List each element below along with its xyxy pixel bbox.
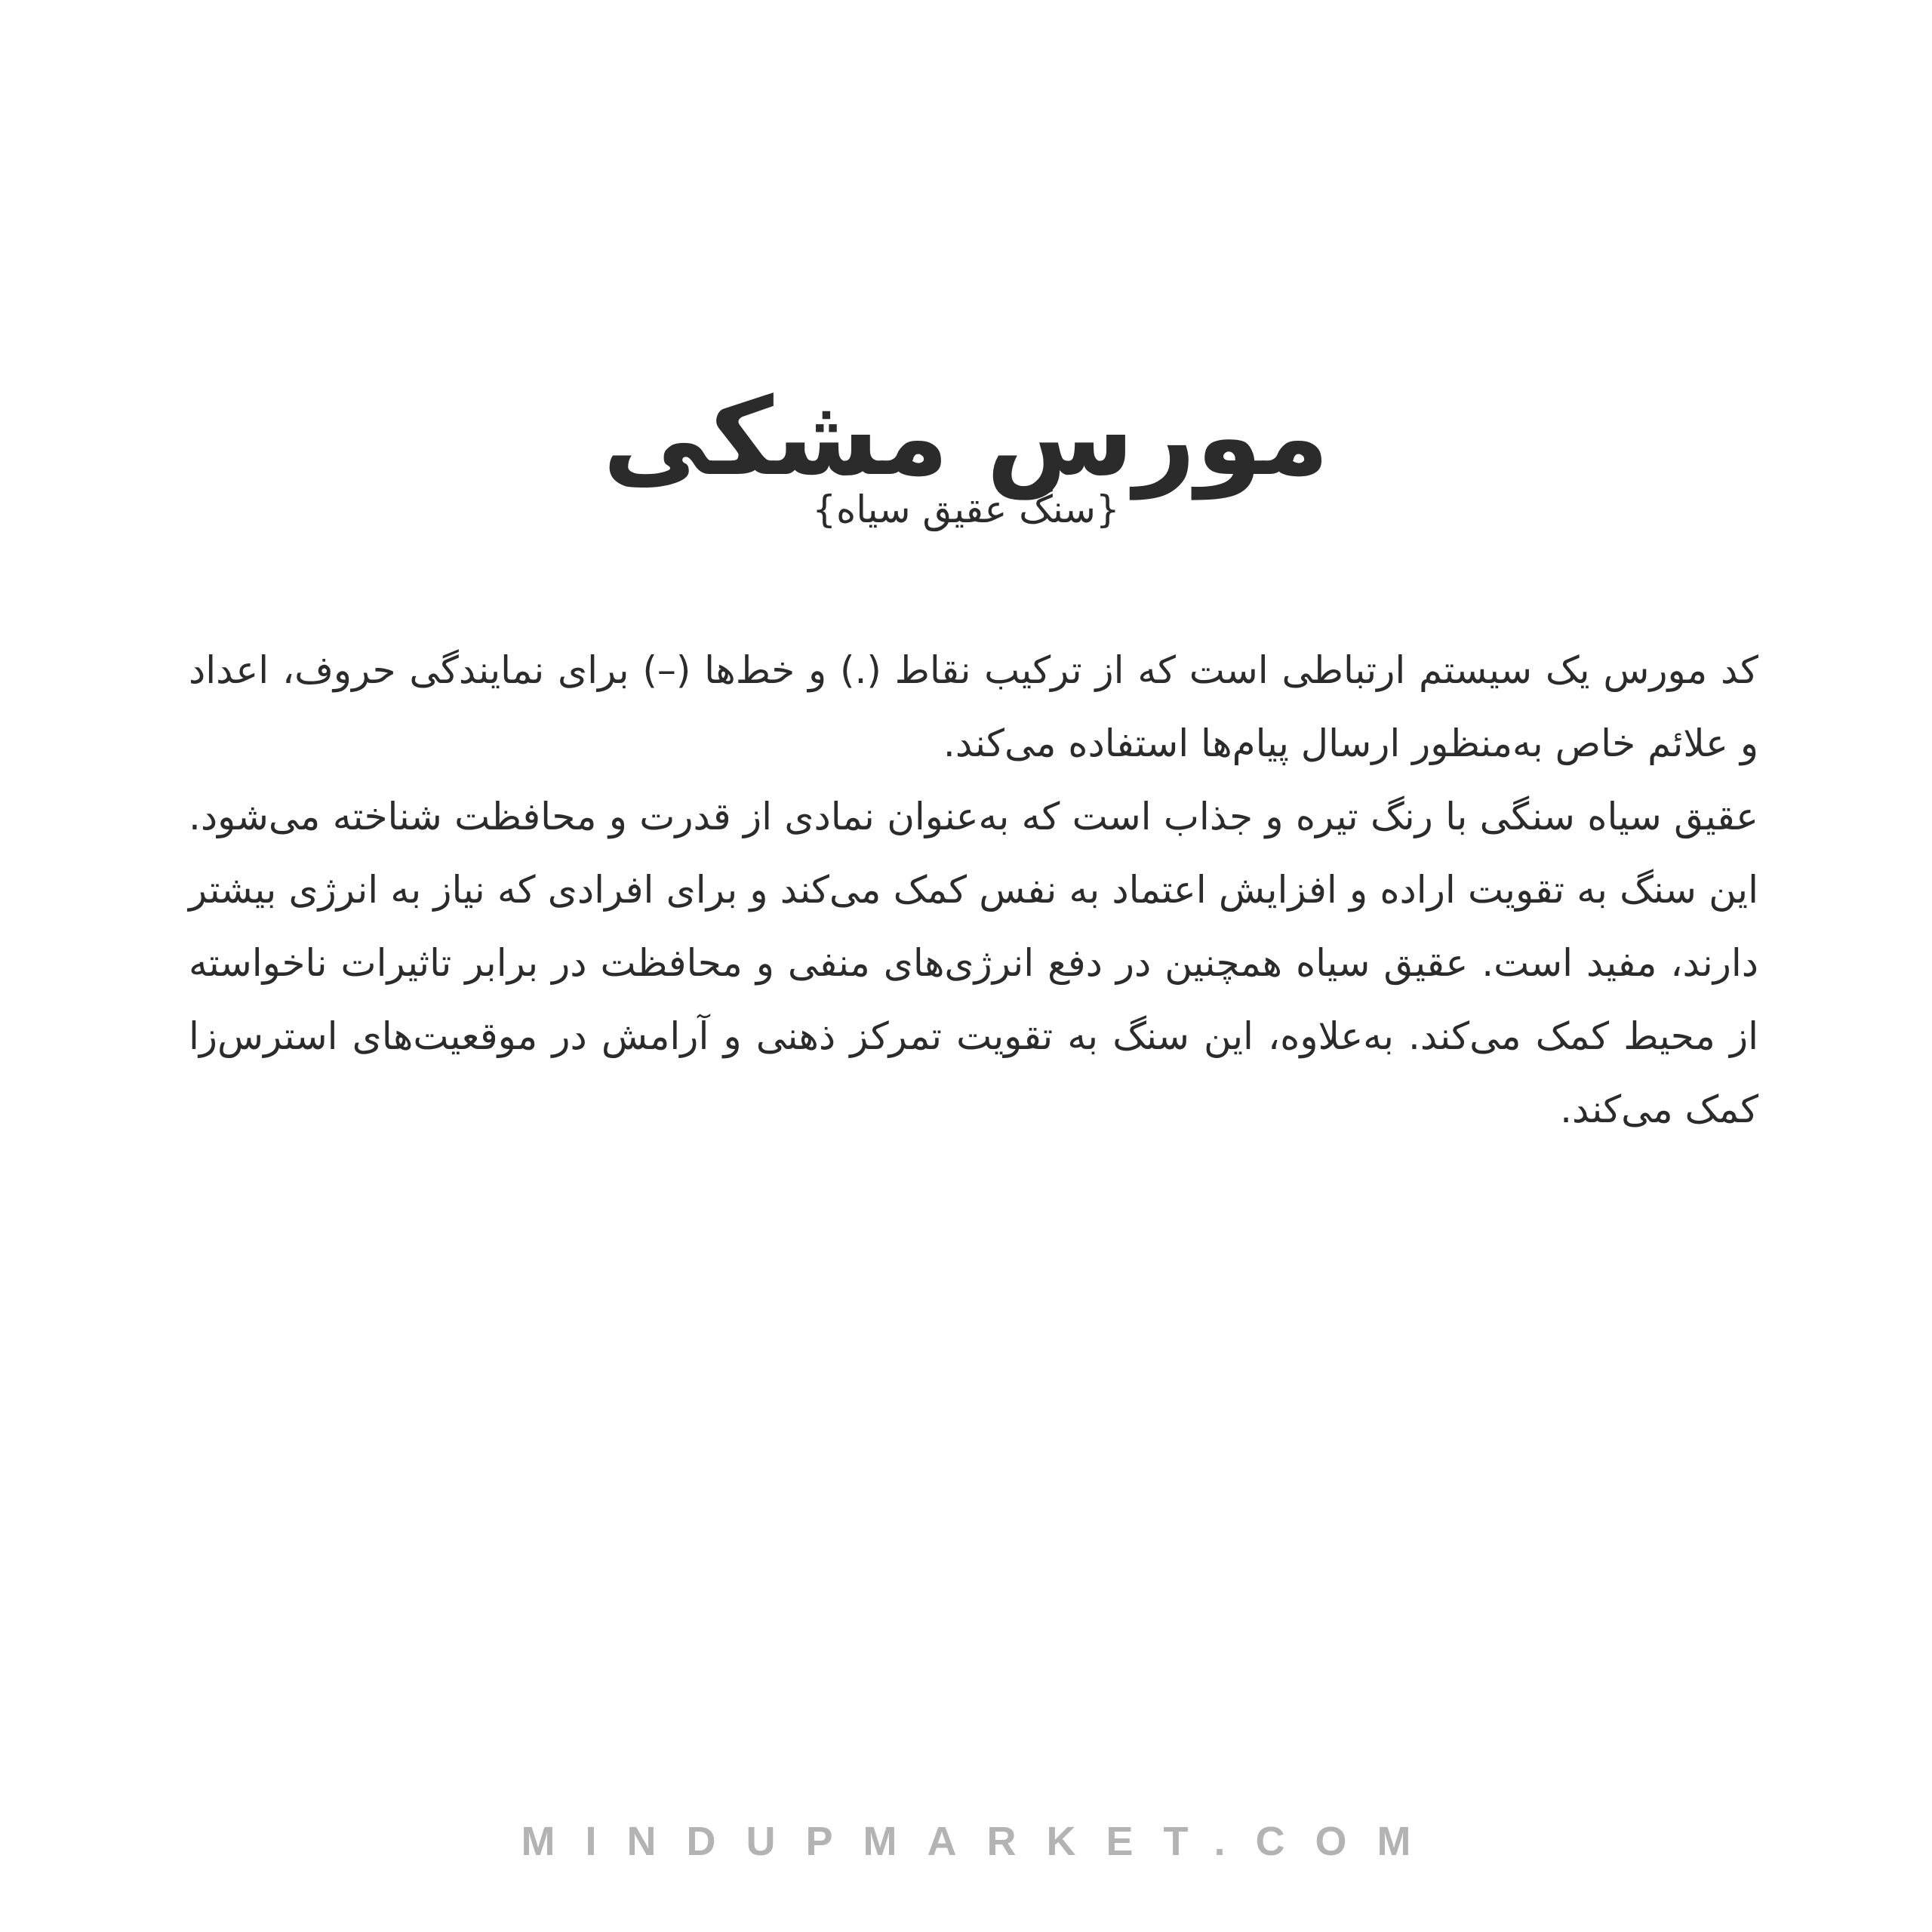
body-text xyxy=(189,634,1758,1146)
page-subtitle: {سنگ عقیق سیاه} xyxy=(812,488,1120,531)
paragraph-morse-code: کد مورس یک سیستم ارتباطی است که از ترکیب نقاط (.) و خط‌ها (–) برای نمایندگی حروف، اعداد و علائم خاص به‌منظور ارسال پیام‌ها استفاده می‌کند. xyxy=(189,648,1758,765)
footer-website-url: MINDUPMARKET.COM xyxy=(521,1819,1441,1864)
paragraph-black-agate: عقیق سیاه سنگی با رنگ تیره و جذاب است که به‌عنوان نمادی از قدرت و محافظت شناخته می‌شود. این سنگ به تقویت اراده و افزایش اعتماد به نفس کمک می‌کند و برای افرادی که نیاز به انرژی بیشتر دارند، مفید است. عقیق سیاه همچنین در دفع انرژی‌های منفی و محافظت در برابر تاثیرات ناخواسته از محیط کمک می‌کند. به‌علاوه، این سنگ به تقویت تمرکز ذهنی و آرامش در موقعیت‌های استرس‌زا کمک می‌کند. xyxy=(189,795,1758,1131)
page-title: مورس مشکی xyxy=(602,375,1330,500)
